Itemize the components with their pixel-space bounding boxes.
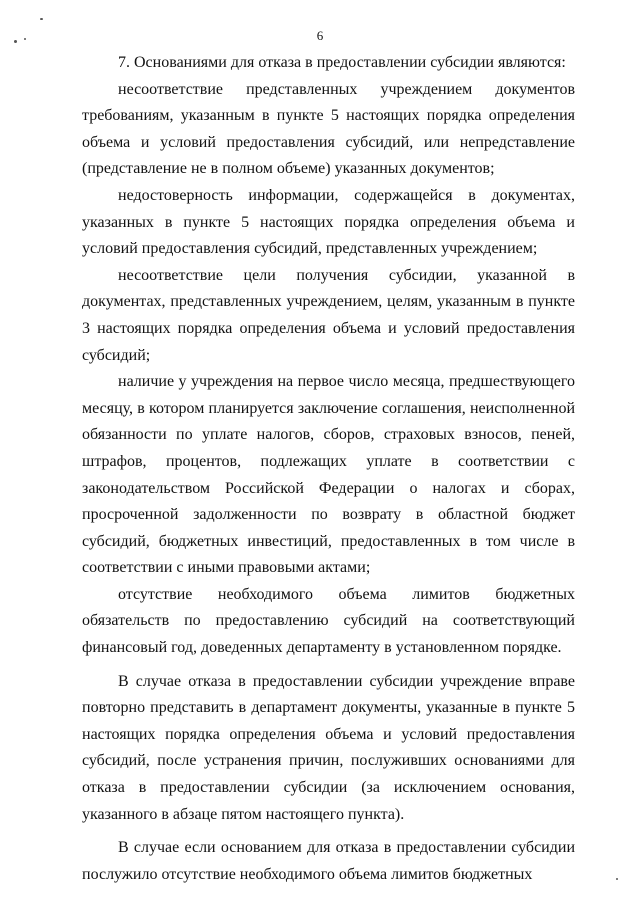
paragraph-heading: 7. Основаниями для отказа в предоставлении субсидии являются: [118,54,566,71]
paragraph: несоответствие цели получения субсидии, указанной в документах, представленных учреждением, целям, указанным в пункте 3 настоящих порядка определения объема и условий предоставления субсидий; [82,266,575,364]
paragraph: наличие у учреждения на первое число месяца, предшествующего месяцу, в котором планируется заключение соглашения, неисполненной обязанности по уплате налогов, сборов, страховых взносов, пеней, штрафов, процентов, подлежащих уплате в соответствии с законодательством Российской Федерации о налогах и сборах, просроченной задолженности по возврату в областной бюджет субсидий, бюджетных инвестиций, предоставленных в том числе в соответствии с иными правовыми актами; [82,373,575,577]
paragraph: В случае отказа в предоставлении субсидии учреждение вправе повторно представить в департамент документы, указанные в пункте 5 настоящих порядка определения объема и условий предоставления субсидий, после устранения причин, послуживших основаниями для отказа в предоставлении субсидии (за исключением основания, указанного в абзаце пятом настоящего пункта). [82,672,575,823]
document-body [82,50,575,888]
scan-speck [616,878,618,880]
paragraph: В случае если основанием для отказа в предоставлении субсидии послужило отсутствие необходимого объема лимитов бюджетных [82,839,575,883]
scan-speck [40,18,43,20]
paragraph: недостоверность информации, содержащейся в документах, указанных в пункте 5 настоящих порядка определения объема и условий предоставления субсидий, представленных учреждением; [82,186,575,258]
paragraph: отсутствие необходимого объема лимитов бюджетных обязательств по предоставлению субсидий на соответствующий финансовый год, доведенных департаменту в установленном порядке. [82,585,575,657]
paragraph: несоответствие представленных учреждением документов требованиям, указанным в пункте 5 настоящих порядка определения объема и условий предоставления субсидий, или непредставление (представление не в полном объеме) указанных документов; [82,80,575,178]
page-number: 6 [316,28,324,43]
